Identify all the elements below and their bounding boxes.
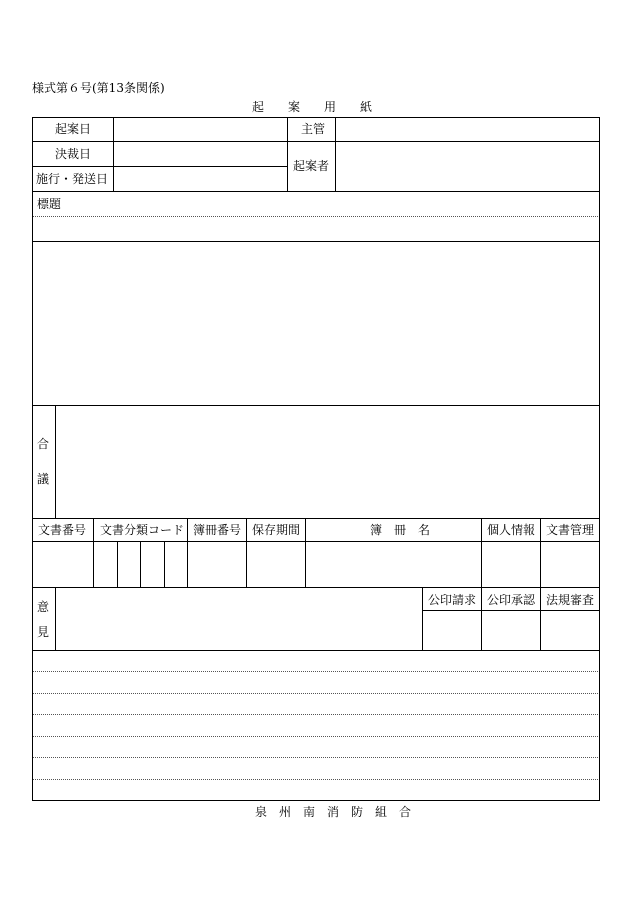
organization-footer: 泉 州 南 消 防 組 合 xyxy=(255,805,412,819)
doc-mgmt-header: 文書管理 xyxy=(546,523,595,537)
consult-label-2: 議 xyxy=(37,472,50,486)
shukan-label: 主管 xyxy=(301,122,326,136)
form-title: 起 案 用 紙 xyxy=(252,100,373,114)
subject-label: 標題 xyxy=(37,197,62,211)
kessai-date-label: 決裁日 xyxy=(55,147,92,161)
retention-header: 保存期間 xyxy=(252,523,301,537)
kian-date-label: 起案日 xyxy=(55,122,92,136)
book-name-header: 簿 冊 名 xyxy=(370,523,431,537)
opinion-label-1: 意 xyxy=(37,600,50,614)
public-seal-request-header: 公印請求 xyxy=(428,593,477,607)
kiansha-label: 起案者 xyxy=(293,159,330,173)
consult-label-1: 合 xyxy=(37,437,50,451)
form-frame xyxy=(32,117,600,801)
shiko-date-label: 施行・発送日 xyxy=(36,172,109,186)
opinion-label-2: 見 xyxy=(37,625,50,639)
class-code-header: 文書分類コード xyxy=(100,523,185,537)
book-no-header: 簿冊番号 xyxy=(193,523,242,537)
form-reference: 様式第６号(第13条関係) xyxy=(32,81,165,95)
doc-no-header: 文書番号 xyxy=(38,523,87,537)
legal-review-header: 法規審査 xyxy=(546,593,595,607)
public-seal-approval-header: 公印承認 xyxy=(487,593,536,607)
personal-info-header: 個人情報 xyxy=(487,523,536,537)
